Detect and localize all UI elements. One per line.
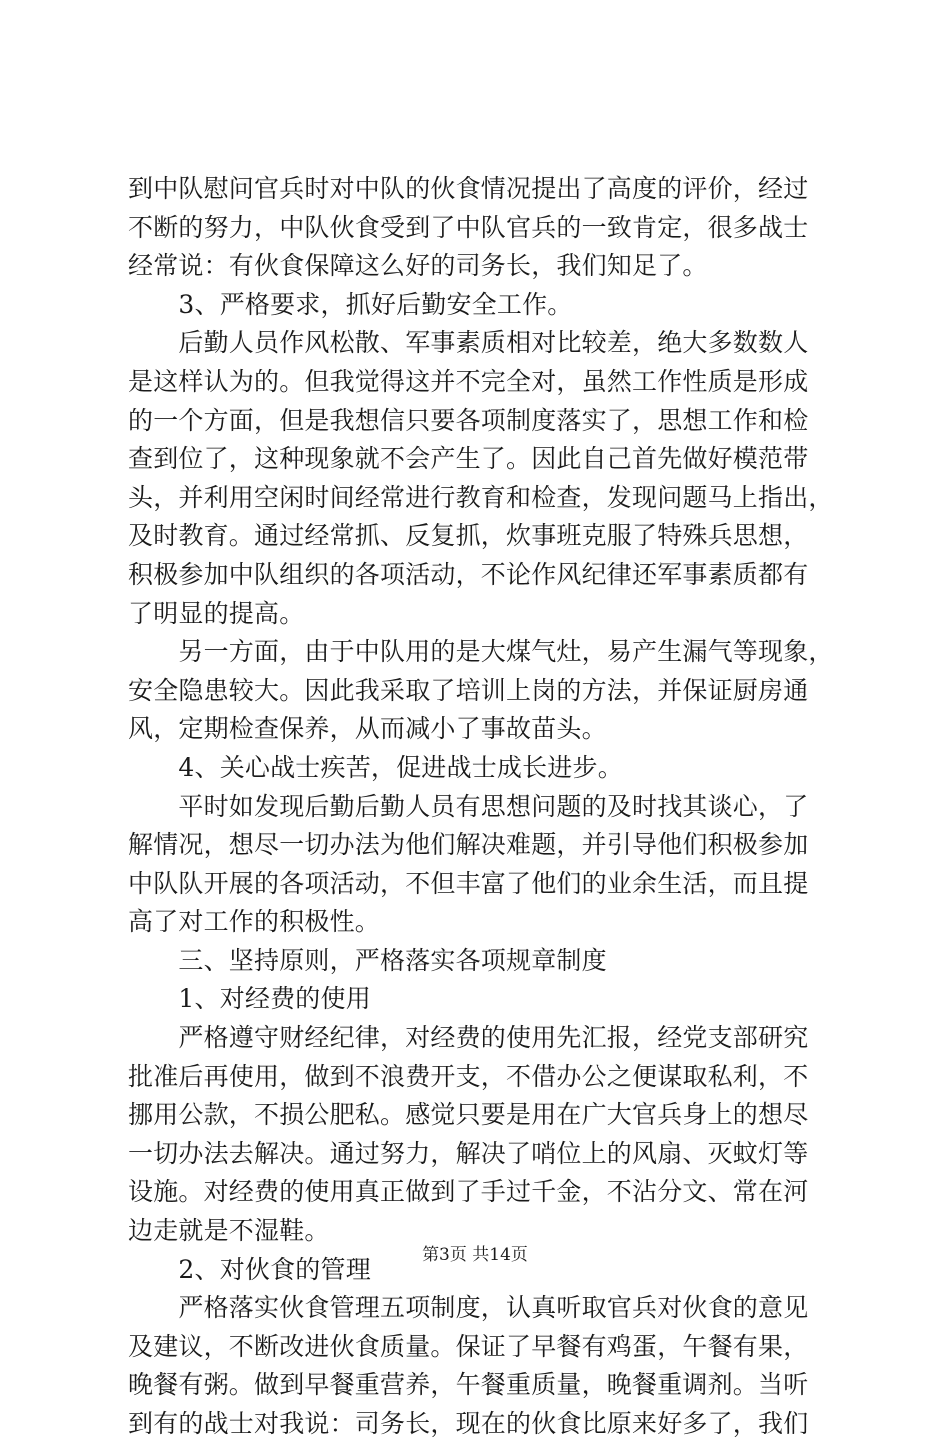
section-heading: 2、对伙食的管理	[128, 1254, 371, 1284]
text-line: 挪用公款，不损公肥私。感觉只要是用在广大官兵身上的想尽	[128, 1100, 809, 1130]
text-line: 到有的战士对我说：司务长，现在的伙食比原来好多了，我们	[128, 1409, 809, 1438]
text-line: 边走就是不湿鞋。	[128, 1216, 330, 1246]
text-line: 中队队开展的各项活动，不但丰富了他们的业余生活，而且提	[128, 868, 809, 898]
text-line: 了明显的提高。	[128, 598, 305, 628]
text-line: 批准后再使用，做到不浪费开支，不借办公之便谋取私利，不	[128, 1061, 809, 1091]
text-line: 高了对工作的积极性。	[128, 907, 381, 937]
text-line: 风，定期检查保养，从而减小了事故苗头。	[128, 714, 607, 744]
text-line: 后勤人员作风松散、军事素质相对比较差，绝大多数数人	[128, 328, 809, 358]
text-line: 解情况，想尽一切办法为他们解决难题，并引导他们积极参加	[128, 830, 809, 860]
text-line: 严格遵守财经纪律，对经费的使用先汇报，经党支部研究	[128, 1023, 809, 1053]
section-heading: 三、坚持原则，严格落实各项规章制度	[128, 945, 607, 975]
text-line: 一切办法去解决。通过努力，解决了哨位上的风扇、灭蚊灯等	[128, 1138, 809, 1168]
text-line: 头，并利用空闲时间经常进行教育和检查，发现问题马上指出，	[128, 482, 834, 512]
text-line: 平时如发现后勤后勤人员有思想问题的及时找其谈心，了	[128, 791, 809, 821]
text-line: 经常说：有伙食保障这么好的司务长，我们知足了。	[128, 251, 708, 281]
text-line: 设施。对经费的使用真正做到了手过千金，不沾分文、常在河	[128, 1177, 809, 1207]
section-heading: 1、对经费的使用	[128, 984, 371, 1014]
text-line: 安全隐患较大。因此我采取了培训上岗的方法，并保证厨房通	[128, 675, 809, 705]
text-line: 查到位了，这种现象就不会产生了。因此自己首先做好模范带	[128, 444, 809, 474]
text-line: 是这样认为的。但我觉得这并不完全对，虽然工作性质是形成	[128, 366, 809, 396]
section-heading: 4、关心战士疾苦，促进战士成长进步。	[128, 752, 623, 782]
text-line: 另一方面，由于中队用的是大煤气灶，易产生漏气等现象，	[128, 637, 834, 667]
text-line: 严格落实伙食管理五项制度，认真听取官兵对伙食的意见	[128, 1293, 809, 1323]
text-line: 的一个方面，但是我想信只要各项制度落实了，思想工作和检	[128, 405, 809, 435]
text-line: 到中队慰问官兵时对中队的伙食情况提出了高度的评价，经过	[128, 174, 809, 203]
section-heading: 3、严格要求，抓好后勤安全工作。	[128, 289, 573, 319]
page-number-footer: 第3页 共14页	[422, 1245, 528, 1265]
text-line: 晚餐有粥。做到早餐重营养，午餐重质量，晚餐重调剂。当听	[128, 1370, 809, 1400]
text-line: 及时教育。通过经常抓、反复抓，炊事班克服了特殊兵思想，	[128, 521, 809, 551]
text-line: 不断的努力，中队伙食受到了中队官兵的一致肯定，很多战士	[128, 212, 809, 242]
text-line: 积极参加中队组织的各项活动，不论作风纪律还军事素质都有	[128, 559, 809, 589]
text-line: 及建议，不断改进伙食质量。保证了早餐有鸡蛋，午餐有果，	[128, 1331, 809, 1361]
